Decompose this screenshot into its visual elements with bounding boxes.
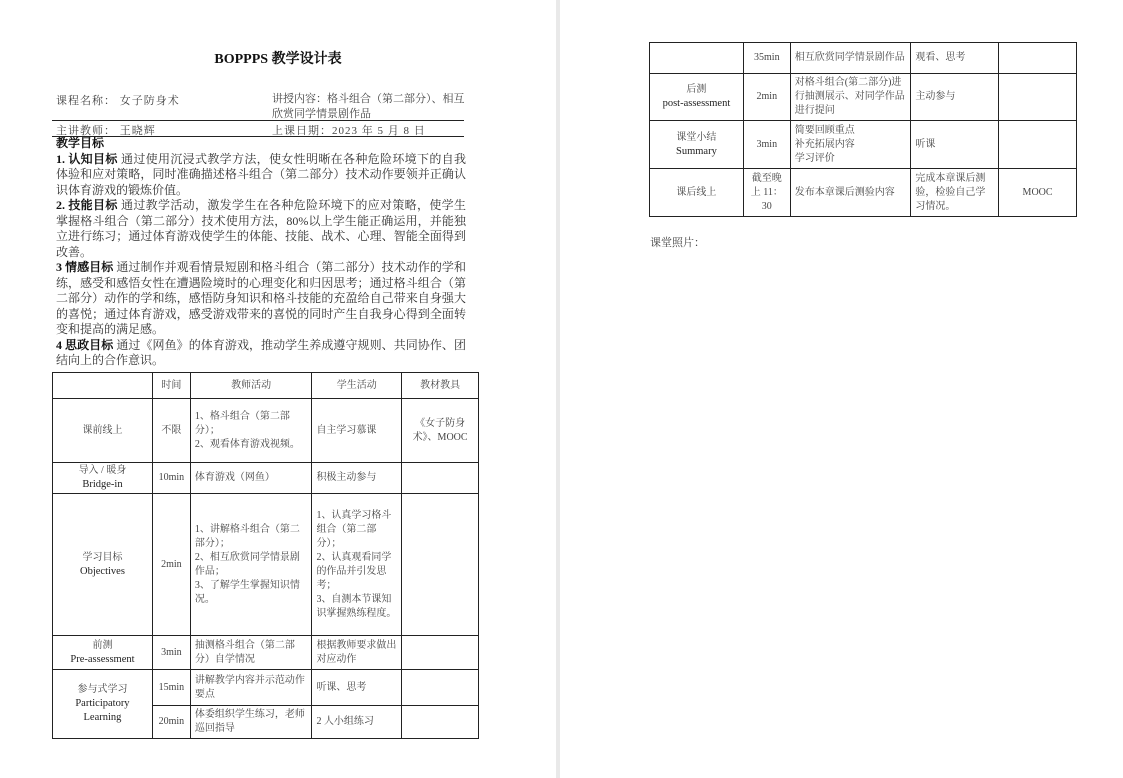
objective-label: 4 思政目标 [56,337,114,352]
stage-en: Summary [675,145,717,157]
student-activity-cell: 1、认真学习格斗组合（第二部分）； 2、认真观看同学的作品并引发思考； 3、自测本节课知识掌握熟练程度。 [312,494,402,636]
document-title: BOPPPS 教学设计表 [214,52,342,67]
objective-text: 通过使用沉浸式教学方法，使女性明晰在各种危险环境下的自我体验和应对策略，同时准确描述格斗组合（第二部分）技术动作要领并正确认识体育游戏的锻炼价值。 [56,151,466,197]
objective-label: 3 情感目标 [56,260,114,274]
stage-cell [650,121,744,169]
stage-cell [650,43,744,74]
teacher-label: 主讲教师： [56,125,116,137]
objective-item [56,260,466,338]
teacher-activity-cell: 抽测格斗组合（第二部分）自学情况 [190,636,312,670]
date-label: 上课日期： [272,125,332,137]
time-cell: 2min [152,494,190,636]
time-cell: 35min [743,43,790,74]
content-label: 讲授内容： [272,93,327,105]
teacher-activity-cell: 对格斗组合(第二部分)进行抽测展示、对同学作品进行提问 [790,74,911,121]
materials-cell: 《女子防身术》、MOOC [402,399,479,463]
objective-label: 1. 认知目标 [56,151,118,166]
materials-cell [999,74,1077,121]
stage-zh: 导入 / 暖身 [78,465,127,476]
materials-cell [402,670,479,706]
time-cell: 截至晚上 11：30 [743,169,790,217]
stage-cell [53,494,153,636]
stage-cell [650,74,744,121]
table-row [650,121,1077,169]
teacher-activity-cell: 简要回顾重点 补充拓展内容 学习评价 [790,121,911,169]
time-cell: 3min [152,636,190,670]
class-photos-label: 课堂照片： [650,237,705,249]
teacher-activity-cell: 讲解教学内容并示范动作要点 [190,670,312,706]
time-cell: 15min [152,670,190,706]
materials-cell [402,463,479,494]
stage-en: Objectives [80,565,125,577]
header-cell [53,373,153,399]
stage-zh: 学习目标 [82,551,123,563]
content-value: 格斗组合（第二部分）、相互欣赏同学情景剧作品 [272,93,465,120]
teacher-activity-cell: 体育游戏（网鱼） [190,463,312,494]
objective-text: 通过教学活动，激发学生在各种危险环境下的应对策略，使学生掌握格斗组合（第二部分）技术使用方法，80%以上学生能正确运用，并能独立进行练习；通过体育游戏使学生的体能、技能、战术、心理、智能全面得到改善。 [56,198,466,259]
materials-cell [999,43,1077,74]
page-1 [0,0,556,778]
stage-cell [53,670,153,739]
table-row [53,494,479,636]
course-label: 课程名称： [56,95,116,107]
table-row [53,636,479,670]
stage-en: Pre-assessment [70,653,135,665]
table-row [53,399,479,463]
teacher-activity-cell: 发布本章课后测验内容 [790,169,911,217]
teaching-objectives [56,136,466,369]
objective-text: 通过制作并观看情景短剧和格斗组合（第二部分）技术动作的学和练，感受和感悟女性在遭遇险境时的心理变化和归因思考；通过格斗组合（第二部分）动作的学和练，感悟防身知识和格斗技能的充盈给自己带来自身强大的喜悦；通过体育游戏，感受游戏带来的喜悦的同时产生自我身心得到全面转变和提高的满足感。 [56,260,466,336]
stage-en: post-assessment [662,98,731,109]
objective-label: 2. 技能目标 [56,198,118,212]
lesson-plan-table-continued [649,42,1077,217]
teacher-value: 王晓辉 [119,125,156,137]
header-cell: 教师活动 [190,373,312,399]
teacher-activity-cell: 1、格斗组合（第二部分）； 2、观看体育游戏视频。 [190,399,312,463]
header-cell: 教材教具 [402,373,479,399]
time-cell: 不限 [152,399,190,463]
course-name [56,92,180,108]
student-activity-cell: 听课、思考 [312,670,402,706]
course-value: 女子防身术 [119,95,180,107]
stage-zh: 参与式学习 [77,684,128,695]
stage-zh: 课堂小结 [676,131,717,143]
materials-cell [402,636,479,670]
teacher-activity-cell: 相互欣赏同学情景剧作品 [790,43,911,74]
objectives-heading: 教学目标 [56,136,105,150]
stage-cell: 课前线上 [53,399,153,463]
table-header-row [53,373,479,399]
table-row [650,74,1077,121]
teacher-activity-cell: 1、讲解格斗组合（第二部分）； 2、相互欣赏同学情景剧作品； 3、了解学生掌握知识情况。 [190,494,312,636]
stage-zh: 后测 [686,84,707,95]
header-cell: 时间 [152,373,190,399]
table-row [650,43,1077,74]
page-2 [560,0,1123,778]
table-row [53,670,479,706]
objective-item [56,338,466,369]
time-cell: 20min [152,706,190,739]
lecture-content [272,92,466,122]
table-row [53,463,479,494]
student-activity-cell: 根据教师要求做出对应动作 [312,636,402,670]
student-activity-cell: 积极主动参与 [312,463,402,494]
stage-en: Participatory Learning [75,698,130,723]
materials-cell: MOOC [999,169,1077,217]
table-row [650,169,1077,217]
student-activity-cell: 2 人小组练习 [312,706,402,739]
stage-zh: 前测 [92,639,113,651]
student-activity-cell: 听课 [911,121,999,169]
stage-en: Bridge-in [82,479,123,490]
objective-item [56,198,466,260]
divider [52,120,464,121]
materials-cell [402,706,479,739]
objective-text: 通过《网鱼》的体育游戏，推动学生养成遵守规则、共同协作、团结向上的合作意识。 [56,337,466,367]
lesson-plan-table [52,372,479,739]
student-activity-cell: 观看、思考 [911,43,999,74]
stage-cell [53,463,153,494]
time-cell: 10min [152,463,190,494]
teacher-activity-cell: 体委组织学生练习，老师巡回指导 [190,706,312,739]
student-activity-cell: 自主学习慕课 [312,399,402,463]
date-value: 2023 年 5 月 8 日 [332,125,426,137]
materials-cell [402,494,479,636]
objective-item [56,152,466,199]
time-cell: 3min [743,121,790,169]
student-activity-cell: 主动参与 [911,74,999,121]
stage-cell [53,636,153,670]
materials-cell [999,121,1077,169]
stage-cell: 课后线上 [650,169,744,217]
student-activity-cell: 完成本章课后测验，检验自己学习情况。 [911,169,999,217]
time-cell: 2min [743,74,790,121]
header-cell: 学生活动 [312,373,402,399]
